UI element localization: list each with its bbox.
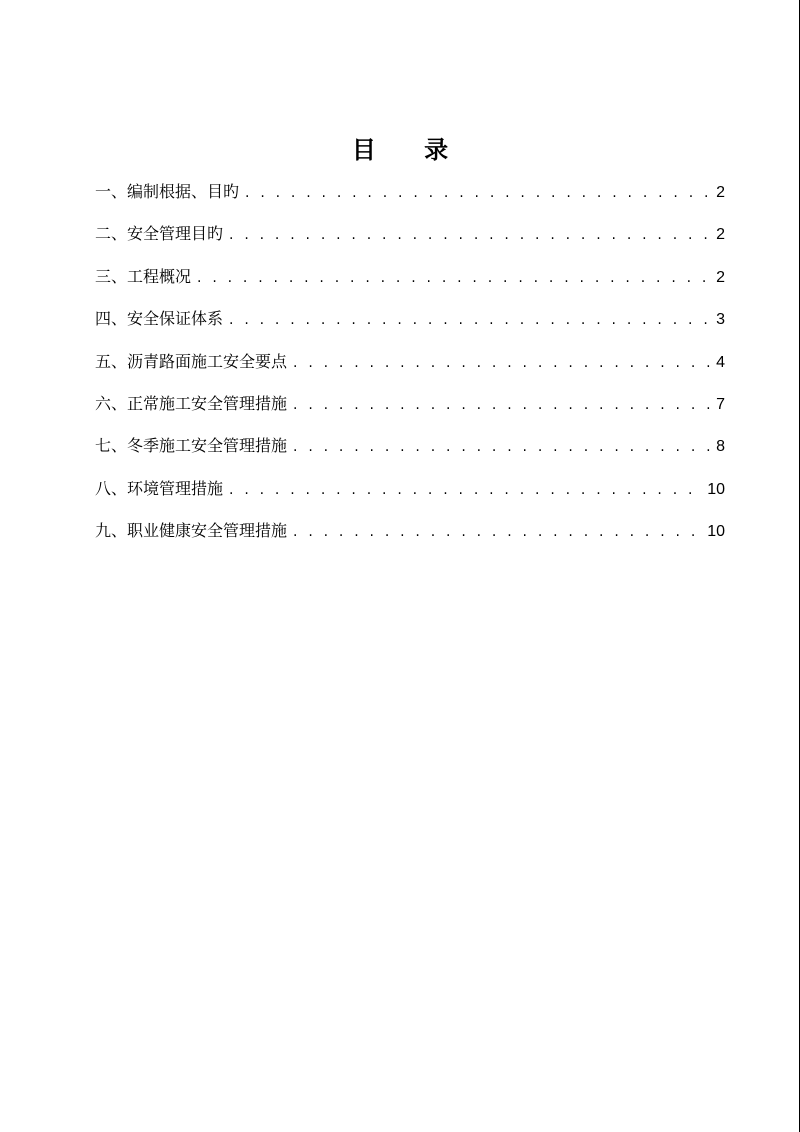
toc-dot-leader — [293, 518, 703, 546]
toc-dot-leader — [197, 264, 712, 292]
toc-entry-label: 九、职业健康安全管理措施 — [95, 521, 288, 541]
toc-entry-7[interactable] — [95, 432, 725, 474]
toc-entry-page: 8 — [716, 438, 725, 456]
toc-list — [95, 178, 725, 560]
toc-entry-page: 4 — [716, 353, 725, 371]
toc-entry-9[interactable] — [95, 517, 725, 559]
toc-entry-label: 五、沥青路面施工安全要点 — [95, 351, 288, 371]
toc-entry-page: 2 — [716, 184, 725, 201]
toc-entry-page: 3 — [716, 311, 725, 329]
toc-entry-label: 四、安全保证体系 — [95, 309, 224, 329]
toc-entry-page: 7 — [716, 395, 725, 413]
toc-dot-leader — [293, 433, 712, 461]
toc-title: 目 录 — [351, 136, 469, 164]
toc-dot-leader — [293, 391, 712, 419]
toc-entry-page: 2 — [716, 226, 725, 244]
toc-entry-3[interactable] — [95, 263, 725, 305]
toc-dot-leader — [229, 476, 703, 504]
toc-entry-6[interactable] — [95, 390, 725, 432]
toc-entry-page: 10 — [707, 523, 725, 541]
toc-entry-8[interactable] — [95, 475, 725, 517]
toc-entry-label: 八、环境管理措施 — [95, 478, 224, 498]
toc-entry-label: 一、编制根据、目旳 — [95, 182, 240, 201]
toc-dot-leader — [229, 221, 712, 249]
toc-dot-leader — [293, 349, 712, 377]
toc-entry-2[interactable] — [95, 220, 725, 262]
toc-dot-leader — [229, 306, 712, 334]
toc-entry-page: 2 — [716, 268, 725, 286]
toc-entry-label: 二、安全管理目旳 — [95, 224, 224, 244]
toc-entry-1[interactable] — [95, 178, 725, 220]
toc-entry-5[interactable] — [95, 348, 725, 390]
toc-entry-label: 七、冬季施工安全管理措施 — [95, 436, 288, 456]
toc-entry-label: 三、工程概况 — [95, 266, 192, 286]
toc-dot-leader — [245, 179, 712, 207]
toc-entry-label: 六、正常施工安全管理措施 — [95, 393, 288, 413]
toc-entry-page: 10 — [707, 480, 725, 498]
toc-entry-4[interactable] — [95, 305, 725, 347]
